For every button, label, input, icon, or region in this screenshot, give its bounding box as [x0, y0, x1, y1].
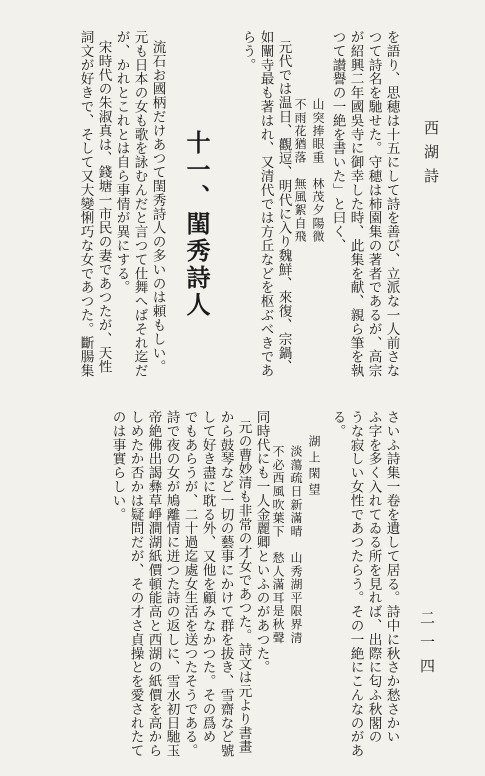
text-line: らう。: [239, 30, 256, 72]
text-line: 元も日本の女も歌を詠むんだと言つて仕舞へばそれ迄だ: [131, 30, 148, 378]
text-line: 元代では温日、觀逗、明代に入り魏鮮、來復、宗鍋、: [275, 40, 292, 374]
text-line: 帝絶佛出謁彝草崢澗湖紙價頓能高と西湖の紙價を高から: [145, 410, 162, 758]
text-line: が、かれとこれとは自ら事情が異にする。: [113, 30, 130, 295]
text-line: から鼓琴など一切の藝事にかけて群を拔き、雪齋など號: [217, 410, 234, 758]
poem-line: 山突捧眼重 林茂夕陽微: [311, 98, 325, 244]
section-title: 十一、閨秀詩人: [182, 130, 211, 319]
text-line: 如闡寺最も著はれ、又清代では方丘などを枢ぶべきであ: [257, 30, 274, 378]
page-number: 二一四: [418, 610, 436, 682]
text-line: 元の曹妙清も非常の才女であつた。詩文は元より書畫: [235, 420, 252, 754]
text-line: 同時代にも一人金麗卿といふのがあつた。: [253, 410, 270, 675]
text-line: つて讃譽の一絶を書いた」と曰く、: [329, 30, 346, 253]
poem-line: 不必西風吹葉下 愁人滿耳是秋聲: [271, 445, 285, 645]
text-line: 宋時代の朱淑真は、錢塘一市民の妻であつたが、天性: [95, 40, 112, 374]
poem-title: 湖上閑望: [307, 435, 321, 499]
text-line: つて詩名を馳せた。守穂は柿園集の著者であるが、高宗: [365, 30, 382, 378]
text-line: 詞文が好きで、そして又大變悧巧な女であつた。斷腸集: [77, 30, 94, 378]
text-line: しめたか否かは疑問だが、その才さ貞操とを愛されたて: [127, 410, 144, 758]
text-line: る。: [329, 410, 346, 438]
running-head: 西湖詩: [422, 120, 440, 192]
poem-line: 不雨花猶落 無風絮自飛: [293, 98, 307, 244]
text-line: ふ字を多く入れてゐる所を見れば、出際に匂ふ秋閣の: [365, 410, 382, 744]
text-line: 詩で夜の女が鳩離情に迸つた詩の返しに、雪水初日馳玉: [163, 410, 180, 758]
text-line: さいふ詩集一卷を遺して居る。詩中に秋さか愁さかい: [383, 410, 400, 744]
text-line: のは事實らしい。: [109, 410, 126, 522]
text-line: が紹興二年國吳寺に御幸した時、此集を献、親ら筆を執: [347, 30, 364, 378]
text-line: でもあらうが、二十過迄處女生活を送つたそうである。: [181, 410, 198, 758]
text-line: 流石お國柄だけあつて閨秀詩人の多いのは頼もしい。: [149, 40, 166, 374]
text-line: を語り、思穂は十五にして詩を善び、立派な一人前さな: [383, 30, 400, 378]
poem-line: 淡蕩疏日新滿晴 山秀湖平限界清: [289, 445, 303, 645]
text-line: うな寂しい女性であつたらう。その一絶にこんなのがあ: [347, 410, 364, 758]
text-line: して好き盡に耽る外、又他を顧みなかつた。その爲め: [199, 410, 216, 744]
